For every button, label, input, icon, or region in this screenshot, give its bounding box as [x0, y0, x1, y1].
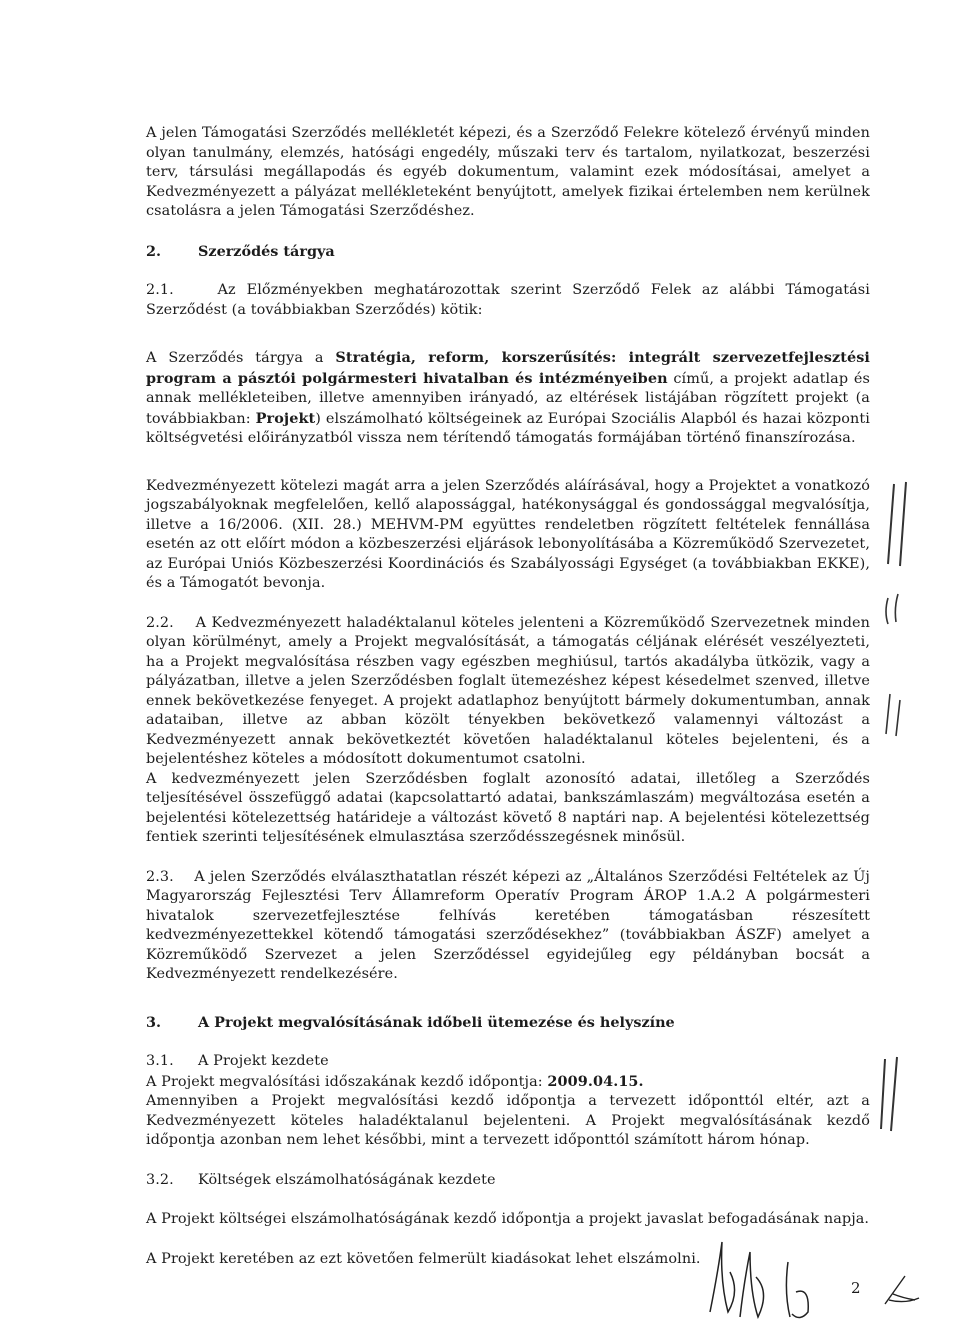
- project-title: Stratégia, reform, korszerűsítés: integrált szervezetfejlesztési program a pásztói polgármesteri hivatalban és intézményeiben: [146, 349, 870, 387]
- signature-mark: [875, 1270, 925, 1310]
- margin-mark-2: [880, 590, 910, 630]
- paragraph-2-3-text: A jelen Szerződés elválaszthatatlan részét képezi az „Általános Szerződési Feltételek az Új Magyarország Fejlesztési Terv Államreform Operatív Program ÁROP 1.A.2 A polgármesteri hivatalok szervezetfejlesztése felhívás keretében támogatásban részesített kedvezményezettekkel kötendő támogatási szerződésekhez” (továbbiakban ÁSZF) amelyet a Közreműködő Szervezet a jelen Szerződéssel egyidejűleg egy példányban bocsát a Kedvezményezett rendelkezésére.: [146, 868, 870, 982]
- section-2-title: Szerződés tárgya: [198, 242, 335, 260]
- paragraph-3-2-number: 3.2.: [146, 1171, 174, 1188]
- margin-mark-4: [875, 1055, 905, 1135]
- subject-pre: A Szerződés tárgya a: [146, 350, 336, 366]
- paragraph-2-1: [146, 281, 870, 320]
- paragraph-2-3-number: 2.3.: [146, 868, 174, 885]
- section-3-heading: [146, 1013, 870, 1033]
- margin-mark-1: [880, 480, 920, 570]
- subject-mid: című, a projekt adatlap és annak mellékleteiben, illetve amennyiben irányadó, az eltérések listájában rögzített projekt (a továbbiakban:: [146, 370, 870, 427]
- project-term: Projekt: [255, 409, 316, 427]
- paragraph-3-1-title: A Projekt kezdete: [198, 1053, 329, 1069]
- paragraph-2-2-number: 2.2.: [146, 614, 174, 631]
- paragraph-3-1-number: 3.1.: [146, 1053, 174, 1069]
- section-2-heading: [146, 242, 870, 262]
- document-page: [146, 124, 870, 1269]
- paragraph-2-1-text: Az Előzményekben meghatározottak szerint Szerződő Felek az alábbi Támogatási Szerződést (a továbbiakban Szerződés) kötik:: [146, 282, 870, 318]
- start-date-value: 2009.04.15.: [547, 1072, 644, 1090]
- paragraph-3-1-heading: [146, 1052, 870, 1072]
- costs-note-paragraph: A Projekt keretében az ezt követően felmerült kiadásokat lehet elszámolni.: [146, 1250, 701, 1267]
- paragraph-2-1-number: 2.1.: [146, 282, 174, 298]
- paragraph-2-3: [146, 868, 870, 985]
- section-3-number: 3.: [146, 1013, 162, 1031]
- paragraph-3-2-title: Költségek elszámolhatóságának kezdete: [198, 1171, 496, 1188]
- paragraph-3-2-heading: [146, 1171, 870, 1191]
- intro-paragraph: A jelen Támogatási Szerződés mellékletét képezi, és a Szerződő Felekre kötelező érvényű minden olyan tanulmány, elemzés, hatósági engedély, műszaki terv és tartalom, nyilatkozat, beszerzési terv, társulási megállapodás és egyéb dokumentum, valamint ezek módosításai, amelyet a Kedvezményezett a pályázat mellékleteként benyújtott, amelyek fizikai értelemben nem kerülnek csatolásra a jelen Támogatási Szerződéshez.: [146, 125, 870, 219]
- paragraph-2-2: [146, 614, 870, 770]
- section-3-title: A Projekt megvalósításának időbeli ütemezése és helyszíne: [198, 1013, 675, 1031]
- obligation-paragraph: Kedvezményezett kötelezi magát arra a jelen Szerződés aláírásával, hogy a Projektet a vonatkozó jogszabályoknak megfelelően, kellő alapossággal, hatékonysággal és gondossággal megvalósítja, illetve a 16/2006. (XII. 28.) MEHVM-PM együttes rendeletben rögzített feltételek fennállása esetén az ott előírt módon a közbeszerzési eljárások lebonyolításába a Közreműködő Szervezetet, az Európai Uniós Közbeszerzési Koordinációs és Szabályossági Egységet (a továbbiakban EKKE), és a Támogatót bevonja.: [146, 477, 870, 591]
- subject-post: ) elszámolható költségeinek az Európai Szociális Alapból és hazai központi költségvetési előirányzatból vissza nem térítendő támogatás formájában történő finanszírozása.: [146, 410, 870, 446]
- margin-mark-3: [880, 690, 910, 740]
- start-date-line: [146, 1072, 870, 1093]
- subject-paragraph: [146, 348, 870, 449]
- paragraph-2-2-continued: A kedvezményezett jelen Szerződésben foglalt azonosító adatai, illetőleg a Szerződés teljesítésével összefüggő adatai (kapcsolattartó adatai, bankszámlaszám) megváltozása esetén a bejelentési kötelezettség határideje a változást követő 8 naptári nap. A bejelentési kötelezettség fentiek szerinti teljesítésének elmulasztása szerződésszegésnek minősül.: [146, 770, 870, 845]
- costs-start-paragraph: A Projekt költségei elszámolhatóságának kezdő időpontja a projekt javaslat befogadásának napja.: [146, 1211, 870, 1227]
- paragraph-2-2-text: A Kedvezményezett haladéktalanul köteles jelenteni a Közreműködő Szervezetnek minden olyan körülményt, amely a Projekt megvalósítását, a támogatás céljának elérését veszélyezteti, ha a Projekt megvalósítása részben vagy egészben meghiúsul, tartós akadályba ütközik, vagy a pályázatban, illetve a jelen Szerződésben foglalt ütemezéshez képest késedelmet szenved, illetve ennek bekövetkezése fenyeget. A projekt adatlaphoz benyújtott bármely dokumentumban, annak adataiban, illetve az abban közölt tényekben bekövetkező valamennyi változást a Kedvezményezett annak bekövetkeztét követően haladéktalanul köteles bejelenteni, és a bejelentéshez köteles a módosított dokumentumot csatolni.: [146, 614, 870, 767]
- start-date-label: A Projekt megvalósítási időszakának kezdő időpontja:: [146, 1073, 548, 1090]
- signature-initials: [700, 1232, 840, 1327]
- page-number: 2: [851, 1279, 861, 1297]
- section-2-number: 2.: [146, 242, 162, 260]
- start-date-note: Amennyiben a Projekt megvalósítási kezdő időpontja a tervezett időponttól eltér, azt a Kedvezményezett köteles haladéktalanul bejelenteni. A Projekt megvalósításának kezdő időpontja azonban nem lehet későbbi, mint a tervezett időponttól számított három hónap.: [146, 1093, 870, 1148]
